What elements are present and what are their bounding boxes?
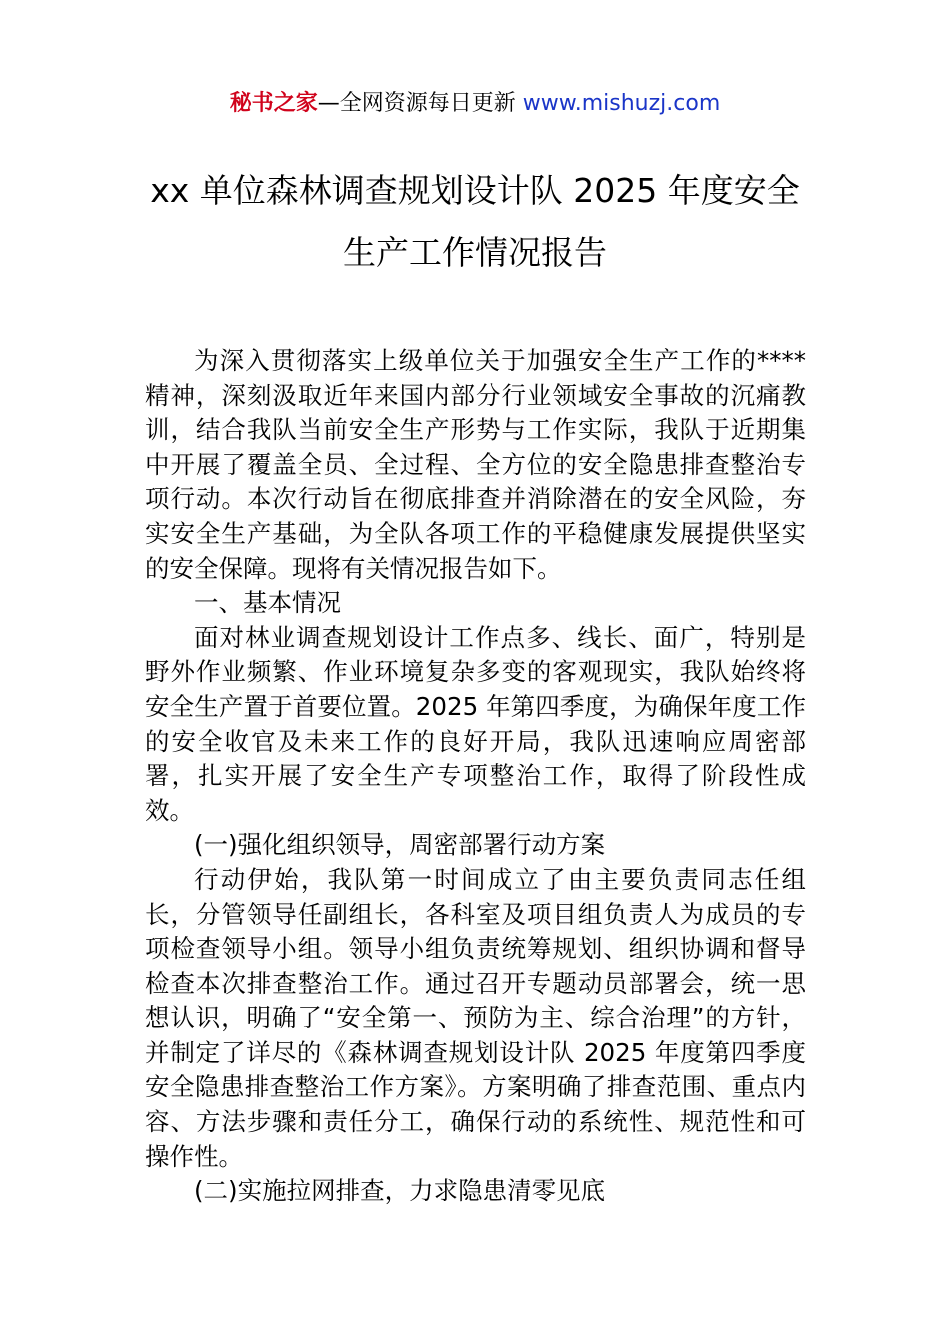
subsection-heading-1: (一)强化组织领导，周密部署行动方案 (194, 830, 606, 860)
title-line-1: xx 单位森林调查规划设计队 2025 年度安全 (150, 171, 800, 210)
section-heading-basic: 一、基本情况 (194, 588, 341, 618)
site-url-link[interactable]: www.mishuzj.com (522, 91, 721, 116)
body-paragraph: 行动伊始，我队第一时间成立了由主要负责同志任组长，分管领导任副组长，各科室及项目组负责人为成员的专项检查领导小组。领导小组负责统筹规划、组织协调和督导检查本次排查整治工作。通过召开专题动员部署会，统一思想认识，明确了“安全第一、预防为主、综合治理”的方针，并制定了详尽的《森林调查规划设计队 2025 年度第四季度安全隐患排查整治工作方案》。方案明确了排查范围、重点内容、方法步骤和责任分工，确保行动的系统性、规范性和可操作性。 (145, 864, 806, 1171)
brand-name: 秘书之家 (229, 91, 318, 116)
intro-paragraph: 为深入贯彻落实上级单位关于加强安全生产工作的****精神，深刻汲取近年来国内部分行业领域安全事故的沉痛教训，结合我队当前安全生产形势与工作实际，我队于近期集中开展了覆盖全员、全过程、全方位的安全隐患排查整治专项行动。本次行动旨在彻底排查并消除潜在的安全风险，夯实安全生产基础，为全队各项工作的平稳健康发展提供坚实的安全保障。现将有关情况报告如下。 (145, 346, 806, 583)
document-body (145, 344, 806, 1209)
title-line-2: 生产工作情况报告 (343, 233, 607, 272)
header-tagline: —全网资源每日更新 (317, 91, 516, 116)
subsection-heading-2: (二)实施拉网排查，力求隐患清零见底 (194, 1176, 606, 1206)
body-paragraph: 面对林业调查规划设计工作点多、线长、面广，特别是野外作业频繁、作业环境复杂多变的客观现实，我队始终将安全生产置于首要位置。2025 年第四季度，为确保年度工作的安全收官及未来工作的良好开局，我队迅速响应周密部署，扎实开展了安全生产专项整治工作，取得了阶段性成效。 (145, 622, 806, 825)
document-title (100, 160, 850, 284)
site-header (0, 88, 950, 120)
